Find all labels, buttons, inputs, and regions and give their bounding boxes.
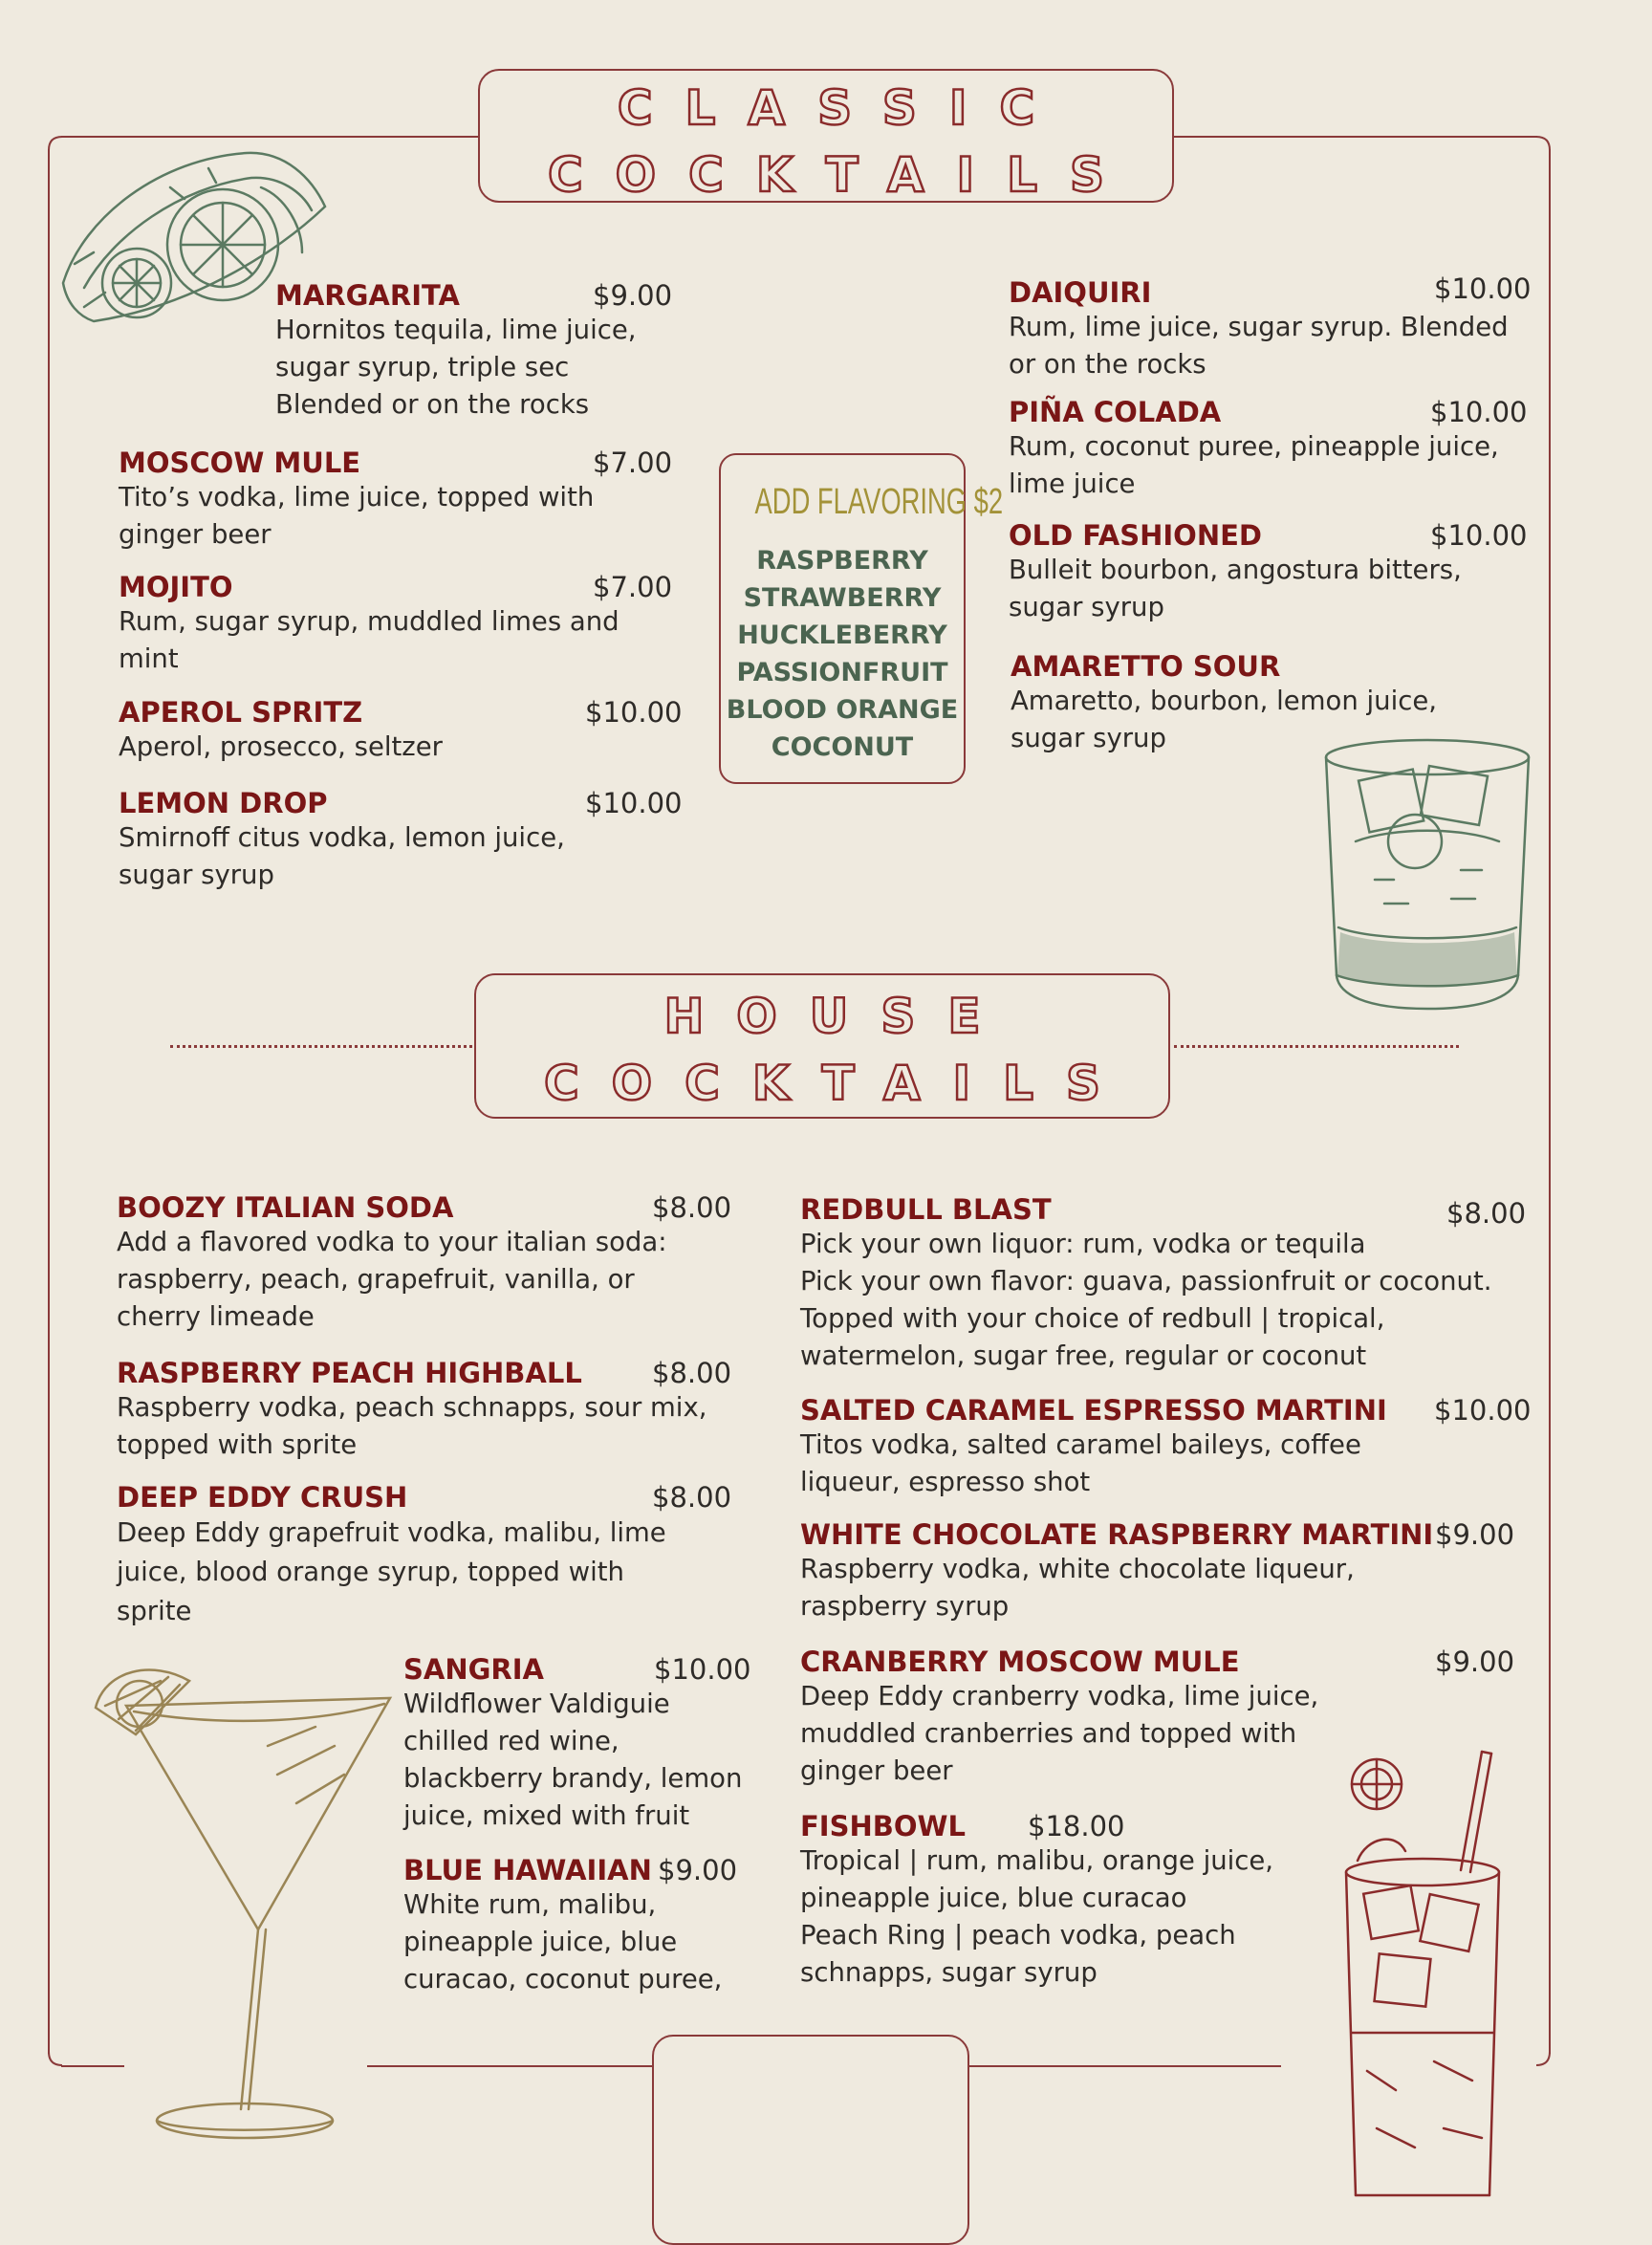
- item-description: Pick your own liquor: rum, vodka or tequila Pick your own flavor: guava, passionfruit or coconut. Topped with your choice of redbull | tropical, watermelon, sugar free, regular or coconut: [800, 1229, 1492, 1371]
- flavor-option: PASSIONFRUIT: [736, 658, 948, 687]
- item-description: Bulleit bourbon, angostura bitters, sugar syrup: [1009, 555, 1462, 622]
- flavor-option: HUCKLEBERRY: [737, 621, 947, 650]
- item-name: AMARETTO SOUR: [1011, 650, 1281, 683]
- item-price: $8.00: [652, 1481, 732, 1514]
- item-name: APEROL SPRITZ: [119, 696, 363, 729]
- item-name: BLUE HAWAIIAN: [403, 1854, 652, 1886]
- item-description: Titos vodka, salted caramel baileys, coffee liqueur, espresso shot: [800, 1429, 1361, 1497]
- item-description: Rum, coconut puree, pineapple juice, lime juice: [1009, 431, 1499, 499]
- item-description: Deep Eddy grapefruit vodka, malibu, lime juice, blood orange syrup, topped with sprite: [117, 1517, 666, 1626]
- item-price: $8.00: [652, 1357, 732, 1389]
- classic-title-line1: CLASSIC: [617, 80, 1068, 136]
- item-name: CRANBERRY MOSCOW MULE: [800, 1646, 1240, 1678]
- item-description: Rum, lime juice, sugar syrup. Blended or on the rocks: [1009, 312, 1509, 380]
- item-name: DAIQUIRI: [1009, 276, 1152, 309]
- item-name: RASPBERRY PEACH HIGHBALL: [117, 1357, 582, 1389]
- item-description: Amaretto, bourbon, lemon juice, sugar syrup: [1011, 686, 1437, 753]
- item-description: White rum, malibu, pineapple juice, blue curacao, coconut puree,: [403, 1889, 723, 1994]
- item-name: OLD FASHIONED: [1009, 519, 1262, 552]
- item-price: $10.00: [585, 787, 683, 819]
- house-title-line2: COCKTAILS: [543, 1056, 1134, 1111]
- flavoring-title: ADD FLAVORING $2: [754, 482, 1004, 522]
- item-price: $10.00: [1434, 1394, 1532, 1427]
- item-price: $8.00: [652, 1191, 732, 1224]
- item-description: Tito’s vodka, lime juice, topped with ginger beer: [119, 482, 595, 550]
- item-name: MARGARITA: [275, 279, 460, 312]
- item-description: Raspberry vodka, peach schnapps, sour mix, topped with sprite: [117, 1392, 707, 1460]
- item-description: Raspberry vodka, white chocolate liqueur, raspberry syrup: [800, 1554, 1355, 1622]
- house-title-line1: HOUSE: [663, 989, 1013, 1044]
- item-description: Hornitos tequila, lime juice, sugar syrup, triple sec Blended or on the rocks: [275, 315, 637, 420]
- item-price: $10.00: [1430, 519, 1528, 552]
- item-price: $9.00: [1435, 1646, 1515, 1678]
- item-price: $8.00: [1446, 1197, 1527, 1230]
- item-name: BOOZY ITALIAN SODA: [117, 1191, 454, 1224]
- item-price: $7.00: [593, 571, 673, 603]
- flavor-option: BLOOD ORANGE: [726, 695, 959, 725]
- item-name: LEMON DROP: [119, 787, 328, 819]
- item-name: FISHBOWL: [800, 1810, 966, 1842]
- flavoring-list: [721, 542, 964, 766]
- item-name: DEEP EDDY CRUSH: [117, 1481, 408, 1514]
- item-price: $10.00: [1434, 272, 1532, 305]
- flavoring-box: [719, 453, 1004, 784]
- item-description: Aperol, prosecco, seltzer: [119, 731, 443, 762]
- item-price: $7.00: [593, 447, 673, 479]
- item-description: Wildflower Valdiguie chilled red wine, blackberry brandy, lemon juice, mixed with fruit: [403, 1689, 743, 1831]
- divider-left: [170, 1045, 472, 1048]
- item-name: SALTED CARAMEL ESPRESSO MARTINI: [800, 1394, 1387, 1427]
- item-name: REDBULL BLAST: [800, 1193, 1052, 1226]
- item-description: Rum, sugar syrup, muddled limes and mint: [119, 606, 620, 674]
- rocks-glass-icon: [1317, 736, 1537, 1023]
- flavor-option: COCONUT: [771, 732, 914, 762]
- classic-title-box: [478, 69, 1174, 203]
- item-price: $10.00: [585, 696, 683, 729]
- martini-glass-icon: [76, 1650, 402, 2157]
- item-name: MOSCOW MULE: [119, 447, 361, 479]
- flavor-option: RASPBERRY: [756, 546, 928, 576]
- divider-right: [1174, 1045, 1459, 1048]
- house-title-box: [474, 973, 1170, 1119]
- item-price: $10.00: [654, 1653, 751, 1686]
- lime-slices-icon: [55, 140, 333, 331]
- item-description: Deep Eddy cranberry vodka, lime juice, muddled cranberries and topped with ginger beer: [800, 1681, 1319, 1786]
- item-price: $9.00: [593, 279, 673, 312]
- item-name: SANGRIA: [403, 1653, 544, 1686]
- item-description: Add a flavored vodka to your italian soda: raspberry, peach, grapefruit, vanilla, or cherry limeade: [117, 1227, 667, 1332]
- item-description: Smirnoff citus vodka, lemon juice, sugar syrup: [119, 822, 565, 890]
- bottom-tab: [652, 2035, 969, 2245]
- item-name: WHITE CHOCOLATE RASPBERRY MARTINI: [800, 1518, 1434, 1551]
- item-price: $9.00: [658, 1854, 738, 1886]
- frame-bottom-mid: [367, 2065, 654, 2067]
- classic-title-line2: COCKTAILS: [547, 147, 1138, 203]
- item-price: $9.00: [1435, 1518, 1515, 1551]
- item-price: $10.00: [1430, 396, 1528, 428]
- item-price: $18.00: [1028, 1810, 1125, 1842]
- item-name: PIÑA COLADA: [1009, 396, 1222, 428]
- frame-bottom-right: [969, 2065, 1281, 2067]
- item-description: Tropical | rum, malibu, orange juice, pineapple juice, blue curacao Peach Ring | peach vodka, peach schnapps, sugar syrup: [800, 1845, 1274, 1988]
- flavor-option: STRAWBERRY: [743, 583, 942, 613]
- item-name: MOJITO: [119, 571, 233, 603]
- highball-glass-icon: [1338, 1746, 1511, 2203]
